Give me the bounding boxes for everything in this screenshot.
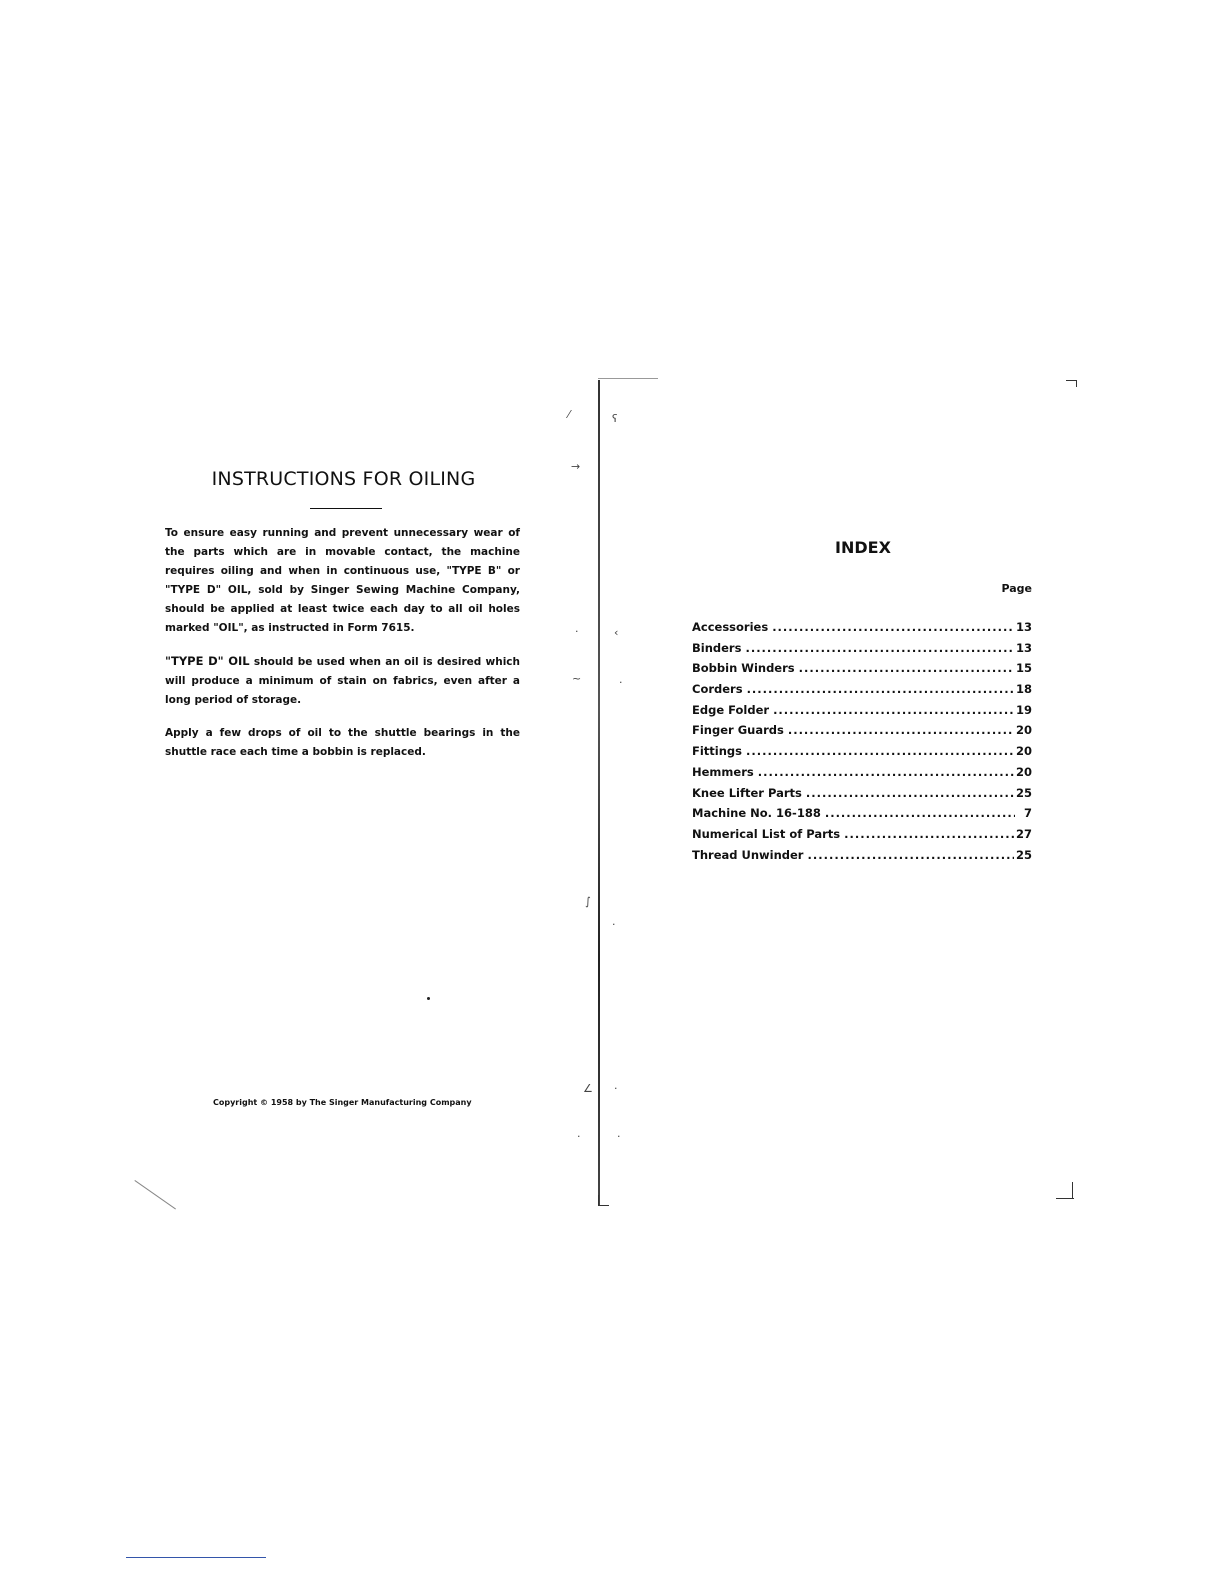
index-entry-page: 20 [1015, 723, 1032, 738]
print-speck: ʕ [612, 412, 618, 425]
index-entry-page: 25 [1015, 847, 1032, 862]
oiling-paragraph-3: Apply a few drops of oil to the shuttle bearings in the shuttle race each time a bobbin is replaced. [165, 727, 520, 758]
print-speck [427, 997, 430, 1000]
index-entry-name: Finger Guards [692, 723, 784, 738]
index-entry [692, 845, 1032, 866]
scan-corner-mark [1066, 380, 1077, 387]
scan-bottom-rule [126, 1557, 266, 1558]
index-entry-page: 13 [1015, 620, 1032, 634]
index-entry-page: 15 [1015, 661, 1032, 676]
type-d-oil-label: "TYPE D" OIL [165, 654, 250, 668]
dot-leader [772, 617, 1014, 638]
oiling-paragraph-2-text: should be used when an oil is desired which will produce a minimum of stain on fabrics, even after a long period of storage. [165, 656, 521, 706]
print-speck: · [614, 1082, 618, 1095]
index-entry-name: Binders [692, 640, 742, 655]
scan-corner-mark [1056, 1198, 1074, 1199]
index-entry [692, 679, 1032, 700]
index-entry-name: Corders [692, 682, 743, 697]
print-speck: · [612, 918, 616, 931]
print-speck: ⁄ [568, 408, 570, 421]
dot-leader [746, 741, 1014, 762]
page-title: INSTRUCTIONS FOR OILING [211, 468, 476, 490]
print-speck: ∠ [583, 1082, 593, 1095]
index-entry-name: Accessories [692, 620, 769, 634]
title-divider [310, 508, 382, 509]
dot-leader [806, 783, 1014, 804]
index-entry-name: Bobbin Winders [692, 661, 795, 676]
dot-leader [745, 638, 1014, 659]
index-entry [692, 762, 1032, 783]
index-entry [692, 700, 1032, 721]
scan-edge-line [134, 1180, 176, 1209]
index-entry [692, 658, 1032, 679]
dot-leader [758, 762, 1014, 783]
index-entry-page: 20 [1015, 764, 1032, 779]
index-entry-name: Knee Lifter Parts [692, 785, 802, 800]
index-entry-page: 20 [1015, 744, 1032, 759]
scan-corner-mark [598, 1195, 609, 1206]
index-entry-page: 19 [1015, 702, 1032, 717]
oiling-paragraph-1: To ensure easy running and prevent unnecessary wear of the parts which are in movable contact, the machine requires oiling and when in continuous use, "TYPE B" or "TYPE D" OIL, sold by Singer Sewing Machine Company, should be applied at least twice each day to all oil holes marked "OIL", as instructed in Form 7615. [165, 527, 520, 634]
index-entry-name: Thread Unwinder [692, 847, 804, 862]
dot-leader [799, 658, 1014, 679]
page-column-label: Page [1001, 582, 1032, 595]
print-speck: ~ [572, 672, 582, 685]
print-speck: ∫ [585, 895, 591, 908]
print-speck: · [575, 625, 579, 638]
index-entry [692, 617, 1032, 638]
oiling-paragraph-2 [165, 652, 520, 710]
index-entry [692, 783, 1032, 804]
index-list [692, 617, 1032, 865]
right-page [692, 538, 1032, 865]
index-entry [692, 720, 1032, 741]
print-speck: · [617, 1130, 621, 1143]
index-entry-page: 27 [1015, 826, 1032, 841]
index-entry-page: 25 [1015, 785, 1032, 800]
index-entry [692, 824, 1032, 845]
print-speck: → [571, 460, 581, 473]
index-entry-name: Fittings [692, 744, 742, 759]
index-entry-name: Edge Folder [692, 702, 770, 717]
spine-top-edge [598, 378, 658, 379]
print-speck: ‹ [614, 626, 619, 639]
print-speck: · [577, 1130, 581, 1143]
left-page [165, 468, 520, 776]
index-entry-page: 13 [1015, 640, 1032, 655]
index-entry-name: Machine No. 16-188 [692, 806, 821, 821]
dot-leader [747, 679, 1014, 700]
dot-leader [825, 803, 1015, 824]
copyright-notice: Copyright © 1958 by The Singer Manufacturing Company [213, 1098, 472, 1107]
index-title: INDEX [835, 538, 891, 557]
dot-leader [773, 700, 1014, 721]
dot-leader [807, 845, 1014, 866]
index-entry-page: 18 [1015, 682, 1032, 697]
index-entry [692, 638, 1032, 659]
dot-leader [788, 720, 1014, 741]
print-speck: · [619, 676, 623, 689]
index-entry [692, 741, 1032, 762]
index-entry-page: 7 [1023, 806, 1032, 821]
index-entry [692, 803, 1032, 824]
index-entry-name: Numerical List of Parts [692, 826, 841, 841]
dot-leader [844, 824, 1014, 845]
scan-corner-mark [1072, 1182, 1073, 1198]
index-entry-name: Hemmers [692, 764, 754, 779]
book-spine [598, 380, 600, 1205]
